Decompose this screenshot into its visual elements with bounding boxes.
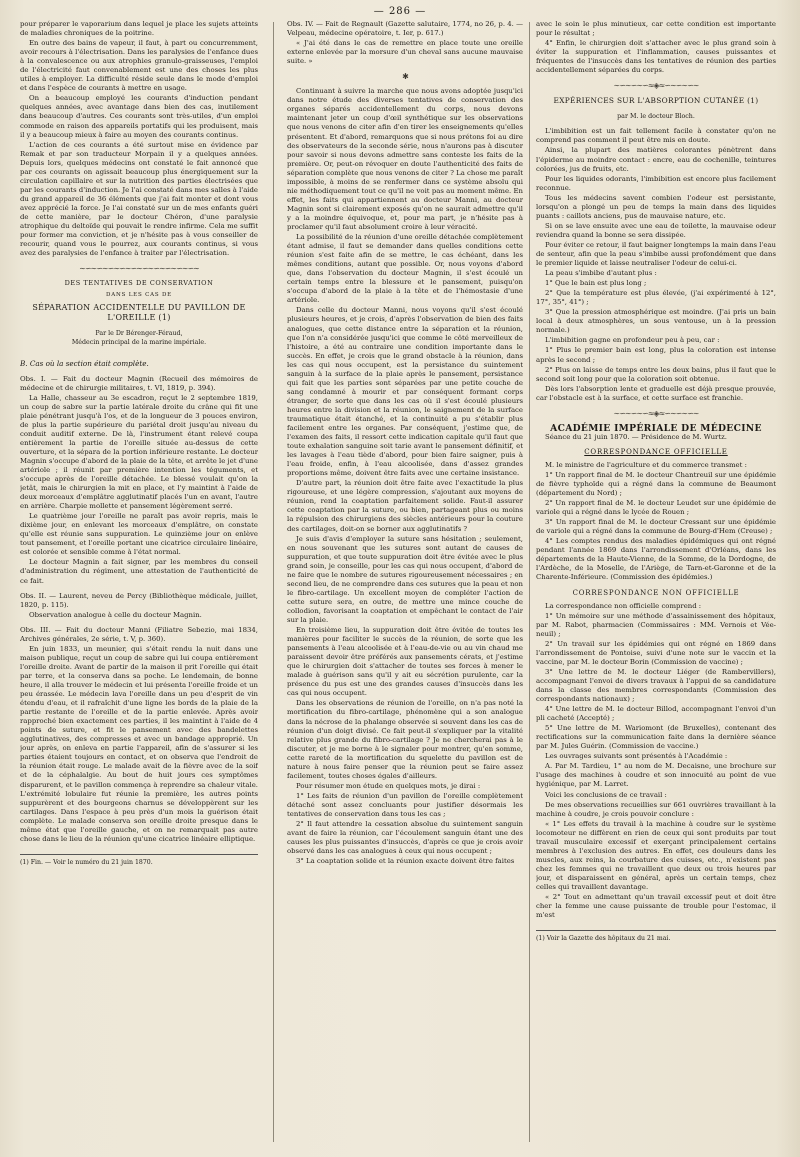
paragraph: La correspondance non officielle comprend :: [545, 601, 702, 610]
official-correspondence-heading: CORRESPONDANCE OFFICIELLE: [584, 447, 728, 456]
star-ornament: ✱: [402, 72, 408, 82]
paragraph: De mes observations recueillies sur 661 ouvrières travaillant à la machine à coudre, je crois pouvoir conclure :: [536, 800, 776, 818]
paragraph: L'action de ces courants a été surtout mise en évidence par Remak et par son traducteur Morpain il y a quelques années. Depuis lors, quelques médecins ont constaté le fait annoncé que par ces courants on agissait beaucoup plus énergiquement sur la circulation capillaire et sur la nutrition des parties électrisées que par les courants d'induction. Je l'ai constaté dans mes salles à l'aide du grand appareil de 36 éléments que j'ai fait monter et dont vous avez apprécié la force. Je l'ai constaté sur un de mes enfants guéri de cette manière, par le docteur Chéron, d'une paralysie atrophique du deltoïde qui pouvait le rendre infirme. Cela me suffit pour former ma conviction, et je n'hésite pas à vous conseiller de recourir, quand vous le pourrez, aux courants continus, si vous avez des paralysies de l'enfance à traiter par l'électrisation.: [20, 140, 258, 258]
paragraph: Dans les observations de réunion de l'oreille, on n'a pas noté la mortification du fibro-cartilage, phénomène qui a son analogue dans la nécrose de la phalange observée si souvent dans les cas de réunion d'un doigt divisé. Ce fait peut-il s'expliquer par la vitalité relative plus grande du fibro-cartilage ? Je ne chercherai pas à le discuter, et je me borne à le signaler pour montrer, qu'en somme, cette rareté de la mortification du squelette du pavillon est de nature à nous faire penser que la réunion peut se faire assez facilement, toutes choses égales d'ailleurs.: [287, 699, 523, 780]
paragraph: On a beaucoup employé les courants d'induction pendant quelques années, avec avantage dans bien des cas, inutilement dans beaucoup d'autres. Ces courants sont très-utiles, d'un emploi commode en raison des appareils portatifs qui les produisent, mais il y a beaucoup mieux à faire au moyen des courants continus.: [20, 94, 258, 139]
paragraph: 3° La coaptation solide et la réunion exacte doivent être faites: [296, 857, 515, 866]
ornamental-separator: ∼∽∼∽∼∽≈◈≈∽∼∽∼∽∼: [613, 408, 699, 418]
observation-reference: Obs. I. — Fait du docteur Magnin (Recueil des mémoires de médecine et de chirurgie militaires, t. VI, 1819, p. 394).: [20, 374, 258, 392]
column-left: [20, 20, 258, 1148]
intro-paragraphs: [20, 20, 258, 258]
paragraph: La possibilité de la réunion d'une oreille détachée complètement étant admise, il faut se demander dans quelles conditions cette réunion s'est faite afin de se mettre, le cas échéant, dans les mêmes conditions, autant que possible. Or, nous voyons d'abord que, dans l'observation du docteur Magnin, il s'est écoulé un certain temps entre la blessure et le pansement, puisqu'on s'occupa d'abord de la plaie à la tête et de l'hémostasie d'une artériole.: [287, 233, 523, 305]
paragraph: 1° Un mémoire sur une méthode d'assainissement des hôpitaux, par M. Rabot, pharmacien (Commissaires : MM. Vernois et Vée-neuil) ;: [536, 611, 776, 638]
paragraph: 3° Que la pression atmosphérique est moindre. (J'ai pris un bain local à deux atmosphères, un sous ventouse, un à la pression normale.): [536, 308, 776, 335]
column-divider: [273, 22, 274, 1142]
quote-paragraph: « J'ai été dans le cas de remettre en place toute une oreille externe enlevée par la morsure d'un cheval sans aucune mauvaise suite. »: [287, 39, 523, 66]
ornamental-separator: ∼∽∼∽∼∽≈◈≈∽∼∽∼∽∼: [613, 81, 699, 91]
ornamental-separator: ∼∽∼∽∼∽∼∽∼∽∼∽∼∽∼∽∼∽∼∽∼: [79, 264, 199, 274]
paragraph: Tous les médecins savent combien l'odeur est persistante, lorsqu'on a plongé un peu de temps la main dans des liquides puants : caillots anciens, pus de mauvaise nature, etc.: [536, 193, 776, 220]
paragraph: Dans celle du docteur Manni, nous voyons qu'il s'est écoulé plusieurs heures, et je crois, d'après l'observation de bien des faits analogues, que cette distance entre la séparation et la réunion, que l'on n'a considérée jusqu'ici que comme le côté merveilleux de l'histoire, a été au contraire une condition importante dans le succès. En effet, je crois que le grand obstacle à la réunion, dans les cas qui nous occupent, est la persistance du suintement sanguin à la surface de la plaie après le pansement, persistance qui fait que les parties sont séparées par une petite couche de sang condamné à mourir et par conséquent formant corps étranger, de sorte que dans les cas où il s'est écoulé plusieurs heures entre la division et la réunion, le saignement de la surface traumatique était étanché, et la continuité a pu s'établir plus facilement entre les organes. Par conséquent, j'estime que, de l'examen des faits, il ressort cette indication capitale qu'il faut que toute exhalation sanguine soit tarie avant le pansement définitif, et les lavages à l'eau tiède d'abord, pour bien faire saigner, puis à l'eau froide, enfin, à l'eau alcoolisée, dans d'assez grandes proportions même, doivent être faits avec une certaine insistance.: [287, 306, 523, 478]
paragraph: « 2° Tout en admettant qu'un travail excessif peut et doit être cher la femme une cause puissante de trouble pour l'estomac, il m'est: [536, 893, 776, 920]
article-byline: Par le Dr Bérenger-Féraud,: [95, 330, 183, 338]
observation-reference: Obs. II. — Laurent, neveu de Percy (Bibliothèque médicale, juillet, 1820, p. 115).: [20, 591, 258, 609]
paragraph: Dès lors l'absorption lente et graduelle est déjà presque prouvée, car l'obstacle est à la surface, et cette surface est franchie.: [536, 384, 776, 402]
paragraph: Pour résumer mon étude en quelques mots, je dirai :: [296, 781, 481, 790]
paragraph: L'imbibition est un fait tellement facile à constater qu'on ne comprend pas comment il peut être mis en doute.: [536, 127, 776, 145]
paragraph: En juin 1833, un meunier, qui s'était rendu la nuit dans une maison publique, reçut un coup de sabre qui lui coupa entièrement l'oreille droite. Avant de partir de la maison il prit l'oreille qui était par terre, et la conserva dans sa poche. Le lendemain, de bonne heure, il alla trouver le médecin et lui présenta l'oreille froide et un peu érassée. Le médecin lava l'oreille dans un peu d'esprit de vin étendu d'eau, et il rafraîchit d'une ligne les bords de la plaie de la partie restante de l'oreille et de la partie enlevée. Après avoir rapproché bien exactement ces parties, il les maintint à l'aide de 4 points de suture, et fit le pansement avec des bandelettes agglutinatives, des compresses et avec un bandage approprié. Un jour après, on enleva en partie l'appareil, afin de s'assurer si les parties étaient toujours en contact, et on observa que l'endroit de la réunion était rouge. Le malade avait de la fièvre avec de la soif et de la céphalalgie. Au bout de huit jours ces symptômes disparurent, et le pavillon commença à reprendre sa chaleur vitale. L'extrémité lobulaire fut réunie la première, les autres points suppurèrent et des bourgeons charnus se développèrent sur les cartilages. Dans l'espace à peu près d'un mois la guérison était complète. Le malade conserva son oreille droite presque dans le même état que l'oreille gauche, et on ne remarquait pas autre chose dans le lieu de la réunion qu'une cicatrice linéaire elliptique.: [20, 644, 258, 843]
paragraph: 5° Une lettre de M. Wariomont (de Bruxelles), contenant des rectifications sur la communication faite dans la dernière séance par M. Jules Guérin. (Commission de vaccine.): [536, 724, 776, 751]
paragraph: 2° Un travail sur les épidémies qui ont régné en 1869 dans l'arrondissement de Pontoise, suivi d'une note sur le vaccin et la vaccine, par M. le docteur Borin (Commission de vaccine) ;: [536, 639, 776, 666]
paragraph: 1° Que le bain est plus long ;: [545, 279, 647, 288]
paragraph: Je suis d'avis d'employer la suture sans hésitation ; seulement, en nous souvenant que les sutures sont autant de causes de suppuration, et que toute suppuration doit être évitée avec le plus grand soin, je conseille, pour les cas qui nous occupent, d'abord de ne faire que le nombre de sutures rigoureusement nécessaires ; en second lieu, de ne comprendre dans ces sutures que la peau et non le fibro-cartilage. Un excellent moyen de compléter l'action de cette suture sera, en outre, de mettre une mince couche de collodion, favorisant la coaptation et empêchant le contact de l'air sur la plaie.: [287, 534, 523, 624]
paragraph: « 1° Les effets du travail à la machine à coudre sur le système locomoteur ne diffèrent en rien de ceux qui sont produits par tout travail musculaire excessif et exerçant principalement certains membres à l'exclusion des autres. En effet, ces douleurs dans les muscles, aux reins, la courbature des cuisses, etc., n'existent pas chez les femmes qui ne travaillent que deux ou trois heures par jour, et disparaissent en général, après un certain temps, chez celles qui travaillent davantage.: [536, 819, 776, 891]
paragraph: Pour éviter ce retour, il faut baigner longtemps la main dans l'eau de senteur, afin que la peau s'imbibe aussi profondément que dans le premier liquide et laisse neutraliser l'odeur de celui-ci.: [536, 240, 776, 268]
paragraph: L'imbibition gagne en profondeur peu à peu, car :: [545, 336, 720, 345]
paragraph: Le quatrième jour l'oreille ne paraît pas avoir repris, mais le dixième jour, en enlevant les morceaux d'emplâtre, on constate qu'elle est réunie sans suppuration. Le quinzième jour on enlève tout pansement, et l'oreille portant une cicatrice circulaire linéaire, est colorée et sensible comme à l'état normal.: [20, 512, 258, 557]
paragraph: 3° Un rapport final de M. le docteur Cressant sur une épidémie de variole qui a régné dans la commune de Bourg-d'Hem (Creuse) ;: [536, 518, 776, 536]
paragraph: 1° Un rapport final de M. le docteur Chantreuil sur une épidémie de fièvre typhoïde qui a régné dans la commune de Beaumont (département du Nord) ;: [536, 470, 776, 498]
paragraph: 1° Plus le premier bain est long, plus la coloration est intense après le second ;: [536, 346, 776, 364]
paragraph: D'autre part, la réunion doit être faite avec l'exactitude la plus rigoureuse, et une légère compression, s'ajoutant aux moyens de réunion, rend la coaptation parfaitement solide. Faut-il assurer cette coaptation par la suture, ou bien, partageant plus ou moins la répulsion des chirurgiens des siècles antérieurs pour la couture des cartilages, doit-on se borner aux agglutinatifs ?: [287, 479, 523, 533]
academy-heading: ACADÉMIE IMPÉRIALE DE MÉDECINE: [550, 422, 762, 434]
paragraph: En outre des bains de vapeur, il faut, à part ou concurremment, avoir recours à l'électrisation. Dans les paralysies de l'enfance dues à la convalescence ou aux atrophies granulo-graisseuses, l'emploi de l'électricité faut convenablement est une des choses les plus utiles à employer. La difficulté réside seule dans le mode d'emploi et dans l'espèce de courants à mettre en usage.: [20, 39, 258, 93]
paragraph: Observation analogue à celle du docteur Magnin.: [29, 610, 202, 619]
article-title: EXPÉRIENCES SUR L'ABSORPTION CUTANÉE (1): [553, 96, 759, 106]
paragraph: 2° Que la température est plus élevée, (j'ai expérimenté à 12°, 17°, 35°, 41°) ;: [536, 289, 776, 307]
paragraph: A. Par M. Tardieu, 1° au nom de M. Decaisne, une brochure sur l'usage des machines à coudre et son innocuité au point de vue hygiénique, par M. Larret.: [536, 762, 776, 789]
paragraph: M. le ministre de l'agriculture et du commerce transmet :: [545, 460, 747, 469]
article-title: SÉPARATION ACCIDENTELLE DU PAVILLON DE L'OREILLE (1): [32, 303, 246, 323]
footnote-rule: [20, 854, 258, 855]
paragraph: Le docteur Magnin a fait signer, par les membres du conseil d'administration du régiment, une attestation de l'authenticité de ce fait.: [20, 558, 258, 585]
paragraph: En troisième lieu, la suppuration doit être évitée de toutes les manières pour faciliter le succès de la réunion, de sorte que les pansements à l'eau alcoolisée et à l'eau-de-vie ou au vin chaud me paraissent devoir être préférés aux pansements cérats, et j'estime que le chirurgien doit s'attacher de toutes ses forces à mener le malade à guérison sans qu'il y ait eu sécrétion purulente, car la présence du pus est une des grandes causes d'insuccès dans les cas qui nous occupent.: [287, 626, 523, 698]
paragraph: Pour les liquides odorants, l'imbibition est encore plus facilement reconnue.: [536, 174, 776, 192]
paragraph: Ainsi, la plupart des matières colorantes pénètrent dans l'épiderme au moindre contact : encre, eau de cochenille, teintures colorées, jus de fruits, etc.: [536, 146, 776, 173]
article-small-heading: DANS LES CAS DE: [105, 292, 172, 299]
footnote: (1) Voir la Gazette des hôpitaux du 21 mai.: [536, 935, 671, 943]
paragraph: 4° Les comptes rendus des maladies épidémiques qui ont régné pendant l'année 1869 dans l'arrondissement d'Orléans, dans les départements de la Haute-Vienne, de la Somme, de la Dordogne, de l'Ardèche, de la Moselle, de l'Ariège, de Tarn-et-Garonne et de la Charente-Inférieure. (Commission des épidémies.): [536, 537, 776, 582]
section-heading: B. Cas où la section était complète.: [20, 359, 149, 369]
footnote-rule: [536, 930, 776, 931]
observation-reference: Obs. IV. — Fait de Regnault (Gazette salutaire, 1774, no 26, p. 4. — Velpeau, médecine opératoire, t. Ier, p. 617.): [287, 20, 523, 38]
paragraph: 3° Une lettre de M. le docteur Liéger (de Rambervillers), accompagnant l'envoi de divers travaux à l'appui de sa candidature dans la classe des membres correspondants (Commission des correspondants nationaux) ;: [536, 667, 776, 704]
paragraph: avec le soin le plus minutieux, car cette condition est importante pour le résultat ;: [536, 20, 776, 38]
paragraph: 4° Enfin, le chirurgien doit s'attacher avec le plus grand soin à éviter la suppuration et l'inflammation, causes puissantes et fréquentes de l'insuccès dans les tentatives de réunion des parties accidentellement séparées du corps.: [536, 39, 776, 75]
paragraph: 1° Les faits de réunion d'un pavillon de l'oreille complètement détaché sont assez concluants pour justifier désormais les tentatives de conservation dans tous les cas ;: [287, 791, 523, 818]
paragraph: La Halle, chasseur au 3e escadron, reçut le 2 septembre 1819, un coup de sabre sur la partie latérale droite du crâne qui fit une plaie pénétrant jusqu'à l'os, et de la longueur de 3 pouces environ, de plus la partie supérieure du pariétal droit jusqu'au niveau du conduit auditif externe. De là, l'instrument étant relevé coupa entièrement la partie de l'oreille située au-dessus de cette ouverture, et la sépara de la portion inférieure restante. Le docteur Magnin s'occupe d'abord de la plaie de la tête, et arrête le jet d'une artériole ; il réunit par première intention les téguments, et s'occupe après de l'oreille détachée. Le blessé voulait qu'on la jetât, mais le chirurgien la mit en place, et l'y maintint à l'aide de deux morceaux d'emplâtre agglutinatif placés l'un en avant, l'autre en arrière. Charpie mollette et pansement légèrement serré.: [20, 393, 258, 511]
author-affiliation: Médecin principal de la marine impériale.: [71, 339, 207, 347]
footnote: (1) Fin. — Voir le numéro du 21 juin 1870.: [20, 858, 153, 866]
paragraph: 2° Plus on laisse de temps entre les deux bains, plus il faut que le second soit long pour que la coloration soit obtenue.: [536, 365, 776, 383]
column-middle: [287, 20, 523, 1148]
paragraph: 2° Il faut attendre la cessation absolue du suintement sanguin avant de faire la réunion, car l'écoulement sanguin étant une des causes les plus puissantes d'insuccès, d'après ce que je crois avoir observé dans les cas analogues à ceux qui nous occupent ;: [287, 820, 523, 856]
paragraph: La peau s'imbibe d'autant plus :: [545, 269, 657, 278]
session-line: Séance du 21 juin 1870. — Présidence de M. Wurtz.: [545, 432, 727, 441]
paragraph: 4° Une lettre de M. le docteur Billod, accompagnant l'envoi d'un pli cacheté (Accepté) ;: [536, 705, 776, 723]
paragraph: pour préparer le vaporarium dans lequel je place les sujets atteints de maladies chroniques de la poitrine.: [20, 20, 258, 38]
paragraph: Si on se lave ensuite avec une eau de toilette, la mauvaise odeur reviendra quand la bonne se sera dissipée.: [536, 221, 776, 239]
article-byline: par M. le docteur Bloch.: [617, 113, 695, 121]
paragraph: Voici les conclusions de ce travail :: [545, 790, 667, 799]
page-number: — 286 —: [373, 6, 427, 17]
unofficial-correspondence-heading: CORRESPONDANCE NON OFFICIELLE: [572, 588, 740, 597]
column-divider: [529, 22, 530, 1142]
paragraph: Les ouvrages suivants sont présentés à l'Académie :: [545, 752, 728, 761]
observation-reference: Obs. III. — Fait du docteur Manni (Filiatre Sebezio, mai 1834, Archives générales, 2e série, t. V, p. 360).: [20, 625, 258, 643]
column-right: [536, 20, 776, 1148]
article-kicker: DES TENTATIVES DE CONSERVATION: [64, 279, 214, 288]
paragraph: Continuant à suivre la marche que nous avons adoptée jusqu'ici dans notre étude des diverses tentatives de conservation des organes séparés accidentellement du corps, nous devons maintenant jeter un coup d'œil synthétique sur les observations que nous venons de citer afin d'en tirer les enseignements qu'elles présentent. Et d'abord, remarquons que si nous prétons foi au dire des observateurs de la seconde série, nous n'aurons pas à discuter pour savoir si nous devons admettre sans conteste les faits de la première. Or, peut-on révoquer en doute l'authenticité des faits de séparation complète que nous venons de citer ? La chose me paraît impossible, à moins de se renfermer dans ce système absolu qui nie méthodiquement tout ce qu'il ne voit pas au moment même. En effet, les faits qui appartiennent au docteur Manni, au docteur Magnin sont si clairement exposés qu'on ne saurait admettre qu'il y a la moindre équivoque, et, pour ma part, je n'hésite pas à proclamer qu'il faut absolument croire à leur véracité.: [287, 87, 523, 231]
paragraph: 2° Un rapport final de M. le docteur Leudet sur une épidémie de variole qui a régné dans le lycée de Rouen ;: [536, 499, 776, 517]
